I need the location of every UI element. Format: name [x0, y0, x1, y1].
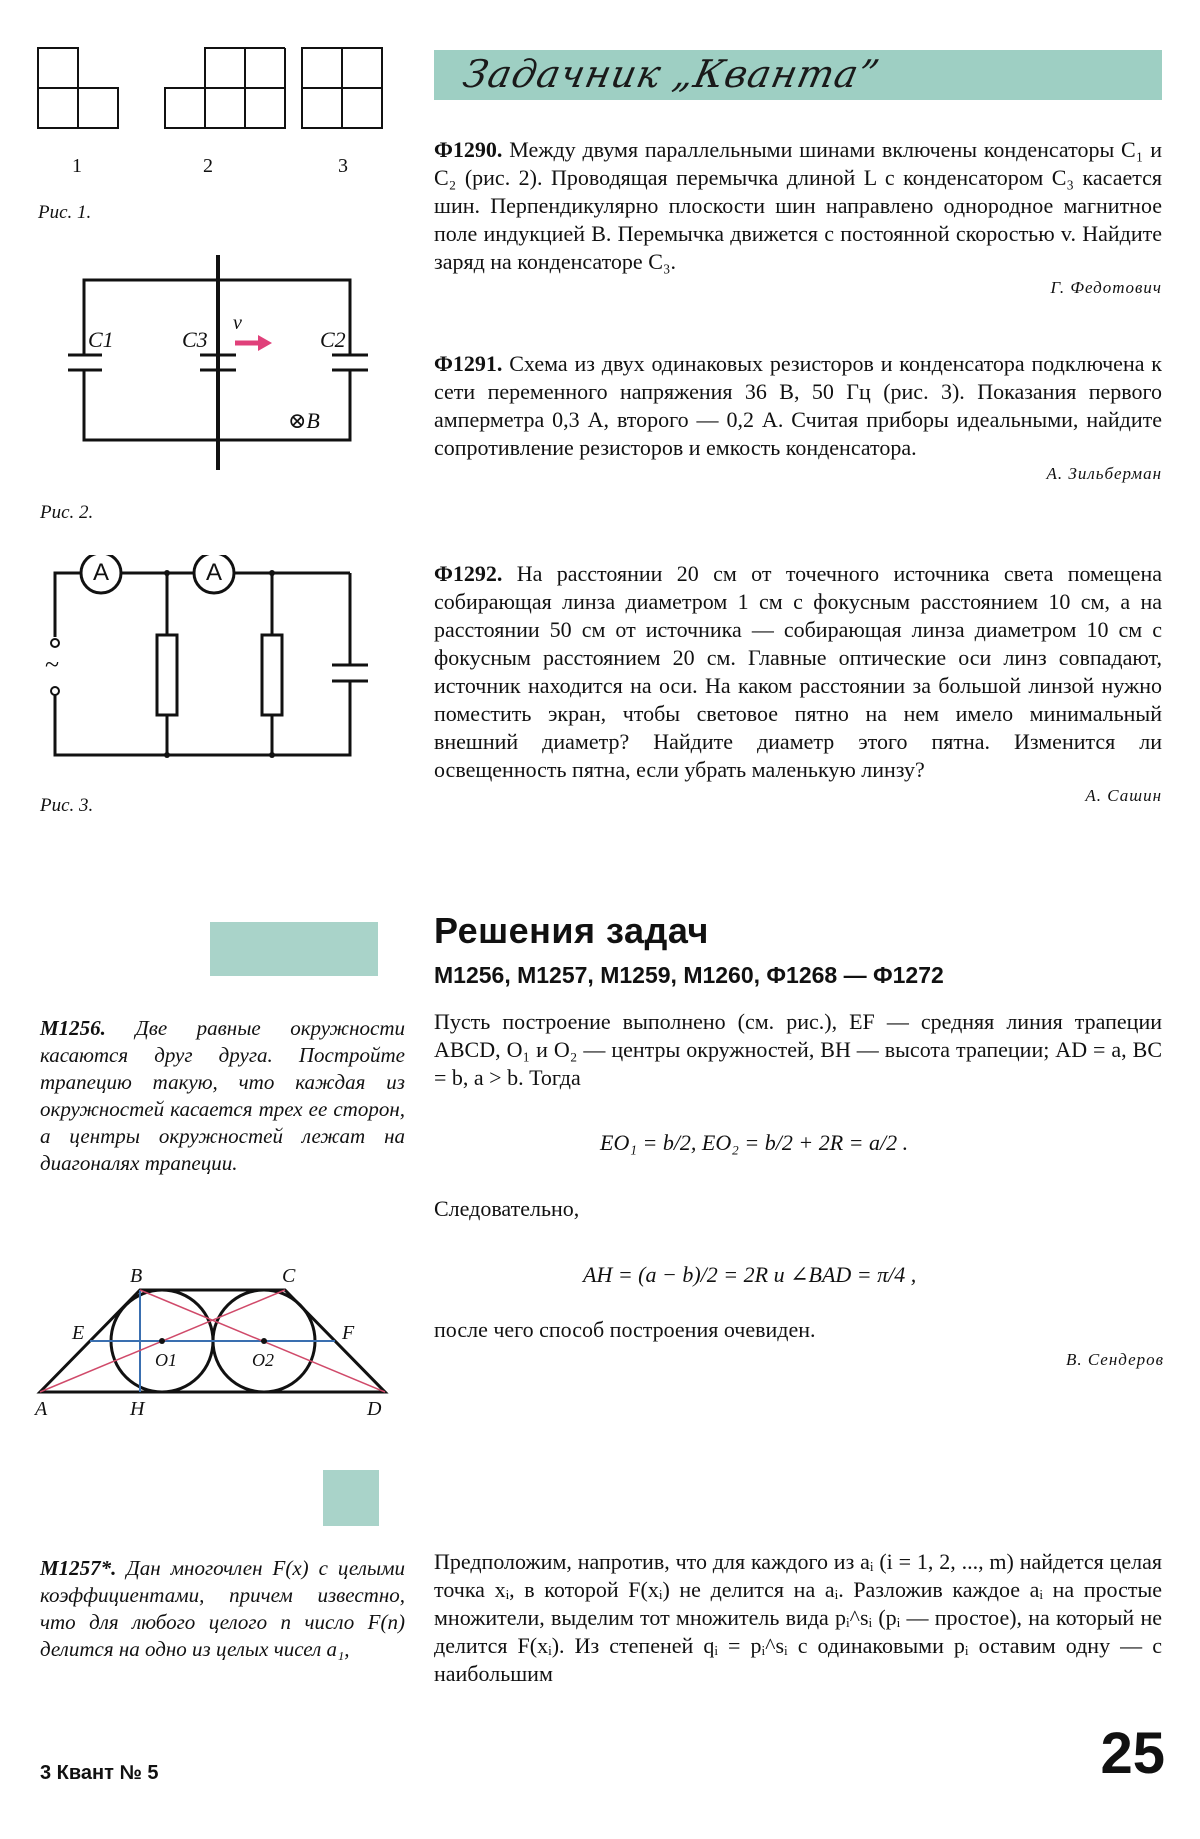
m1256-id: М1256. — [40, 1016, 106, 1040]
figure-2-label-b: ⊗B — [288, 408, 320, 433]
page-number: 25 — [1100, 1721, 1165, 1786]
figure-1-caption: Рис. 1. — [38, 202, 92, 223]
figure-3-caption: Рис. 3. — [40, 795, 94, 816]
consequently-text: Следовательно, — [434, 1196, 580, 1221]
figure-2-label-c2: C2 — [320, 327, 346, 352]
m1256-solution-p1: Пусть построение выполнено (см. рис.), EF — средняя линия трапеции ABCD, O₁ и O₂ — центры окружностей, BH — высота трапеции; AD = a, BC = b, a > b. Тогда — [434, 1009, 1162, 1090]
trap-label-e: E — [72, 1322, 85, 1344]
formula-2: AH = (a − b)/2 = 2R и ∠BAD = π/4 , — [583, 1262, 917, 1287]
trapezoid-figure — [30, 1270, 410, 1420]
m1256-statement — [40, 1015, 405, 1177]
ammeter-2-label: A — [206, 559, 223, 586]
trap-label-h: H — [130, 1398, 145, 1420]
problem-text: На расстоянии 20 см от точечного источника света помещена собирающая линза диаметром 1 см с фокусным расстоянием 10 см, а на расстоянии 50 см от источника — собирающая линза диаметром 10 см с фокусным расстоянием 20 см. Главные оптические оси линз совпадают, источник находится на оси. На каком расстоянии за большой линзой нужно поместить экран, чтобы световое пятно на нем имело минимальный внешний диаметр? Найдите диаметр этого пятна. Изменится ли освещенность пятна, если убрать маленькую линзу? — [434, 561, 1162, 782]
m1257-statement — [40, 1555, 405, 1663]
m1256-author: В. Сендеров — [1065, 1350, 1164, 1369]
problem-id: Ф1291. — [434, 351, 503, 376]
problem-text: Схема из двух одинаковых резисторов и конденсатора подключена к сети переменного напряжения 36 В, 50 Гц (рис. 3). Показания первого амперметра 0,3 А, второго — 0,2 А. Считая приборы идеальными, найдите сопротивление резисторов и емкость конденсатора. — [434, 351, 1162, 460]
problem-author: А. Зильберман — [1046, 464, 1162, 483]
after-text: после чего способ построения очевиден. — [434, 1317, 816, 1342]
trap-label-a: A — [35, 1398, 48, 1420]
figure-2-label-c3: C3 — [182, 327, 208, 352]
trap-label-d: D — [367, 1398, 382, 1420]
m1257-id: М1257*. — [40, 1556, 117, 1580]
figure-1-shapes — [30, 40, 390, 140]
footer-issue: 3 Квант № 5 — [40, 1762, 159, 1784]
m1257-solution: Предположим, напротив, что для каждого из aᵢ (i = 1, 2, ..., m) найдется целая точка xᵢ, в которой F(xᵢ) не делится на aᵢ. Разложив каждое aᵢ на простые множители, выделим тот множитель вида pᵢ^sᵢ (pᵢ — простое), на который не делится F(xᵢ). Из степеней qᵢ = pᵢ^sᵢ с одинаковыми pᵢ оставим одну — с наибольшим — [434, 1549, 1162, 1686]
formula-1: EO₁ = b/2, EO₂ = b/2 + 2R = a/2 . — [600, 1130, 909, 1155]
figure-2-label-v: v — [233, 312, 242, 334]
figure-1-label-3: 3 — [338, 155, 348, 177]
problem-id: Ф1292. — [434, 561, 503, 586]
trap-label-o1: O1 — [155, 1350, 177, 1370]
problem-text: Между двумя параллельными шинами включены конденсаторы C₁ и C₂ (рис. 2). Проводящая перемычка длиной L с конденсатором C₃ касается шин. Перпендикулярно плоскости шин направлено однородное магнитное поле индукцией B. Перемычка движется с постоянной скоростью v. Найдите заряд на конденсаторе C₃. — [434, 137, 1162, 274]
problem-f1292 — [434, 560, 1162, 806]
banner-title: Задачник „Кванта” — [459, 52, 884, 96]
solutions-title: Решения задач — [434, 910, 709, 951]
trap-label-o2: O2 — [252, 1350, 274, 1370]
problem-author: Г. Федотович — [1050, 278, 1162, 297]
teal-marker-1 — [210, 922, 378, 976]
figure-1-label-2: 2 — [203, 155, 213, 177]
ac-source-symbol: ~ — [45, 650, 60, 679]
ammeter-1-label: A — [93, 559, 110, 586]
figure-2-circuit — [60, 255, 380, 475]
figure-2-label-c1: C1 — [88, 327, 114, 352]
m1257-text: Дан многочлен F(x) с целыми коэффициентами, причем известно, что для любого целого n число F(n) делится на одно из целых чисел a₁, — [40, 1556, 405, 1661]
figure-3-circuit — [40, 555, 390, 785]
m1256-text: Две равные окружности касаются друг друга. Постройте трапецию такую, что каждая из окружностей касается трех ее сторон, а центры окружностей лежат на диагоналях трапеции. — [40, 1016, 405, 1175]
trap-label-b: B — [130, 1265, 143, 1287]
problem-id: Ф1290. — [434, 137, 503, 162]
teal-marker-2 — [323, 1470, 379, 1526]
figure-1-label-1: 1 — [72, 155, 82, 177]
figure-2-caption: Рис. 2. — [40, 502, 94, 523]
problem-f1290 — [434, 136, 1162, 298]
solutions-subtitle: М1256, М1257, М1259, М1260, Ф1268 — Ф1272 — [434, 962, 944, 988]
section-banner — [434, 50, 1162, 100]
trap-label-c: C — [282, 1265, 296, 1287]
problem-f1291 — [434, 350, 1162, 484]
trap-label-f: F — [342, 1322, 355, 1344]
problem-author: А. Сашин — [1085, 786, 1162, 805]
